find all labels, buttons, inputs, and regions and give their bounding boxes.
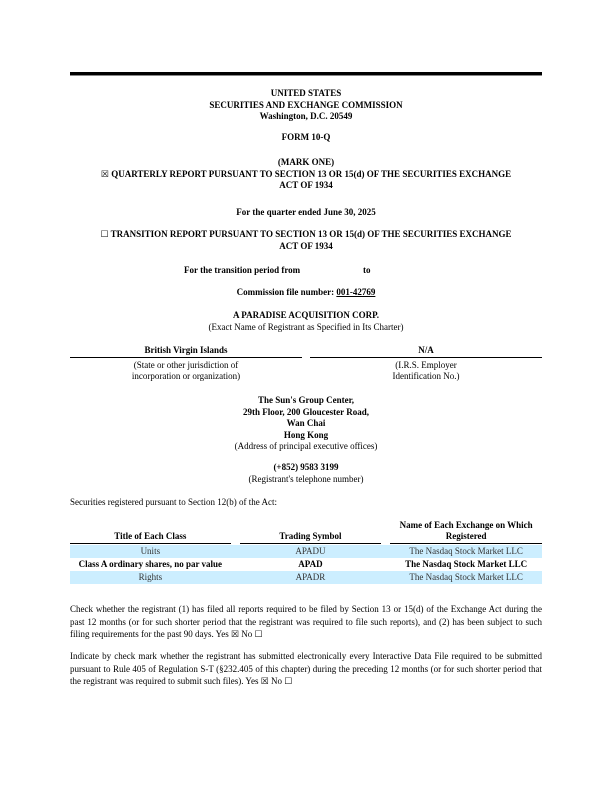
address-caption: (Address of principal executive offices) [234,441,378,451]
registrant-name: A PARADISE ACQUISITION CORP. [232,310,380,320]
table-row [70,558,542,571]
quarter-period: For the quarter ended June 30, 2025 [236,207,376,217]
transition-from-label: For the transition period from [184,265,301,275]
header-exchange: Name of Each Exchange on Which Registered [390,520,542,545]
transition-to-label: to [363,265,371,275]
cell-exchange: The Nasdaq Stock Market LLC [405,559,528,569]
cell-symbol: APADR [240,571,382,584]
form-type: FORM 10-Q [281,132,331,142]
cell-symbol: APAD [298,559,323,569]
phone-number: (+852) 9583 3199 [273,462,339,472]
address-line-4: Hong Kong [283,429,329,440]
transition-report-text-2: ACT OF 1934 [279,240,333,251]
securities-intro: Securities registered pursuant to Section 12(b) of the Act: [70,497,277,507]
table-header-row [70,520,542,545]
table-row [70,571,542,584]
agency-header [70,88,542,123]
cell-title: Rights [70,571,231,584]
table-row [70,545,542,558]
quarterly-report-text: QUARTERLY REPORT PURSUANT TO SECTION 13 OR 15(d) OF THE SECURITIES EXCHANGE [111,168,512,179]
commission-file-number: 001-42769 [336,287,376,297]
irs-field [310,345,542,382]
filing-compliance-paragraph: Check whether the registrant (1) has filed all reports required to be filed by Section 13 or 15(d) of the Exchange Act during the past 12 months (or for such shorter period that the registrant was required to file such reports), and (2) has been subject to such filing requirements for the past 90 days. Yes ☒ No ☐ [70,604,542,639]
transition-report-block [70,229,542,252]
checked-box-icon: ☒ [100,168,109,179]
cell-symbol: APADU [240,545,382,558]
mark-one-label: (MARK ONE) [277,157,335,167]
transition-report-line [70,229,542,241]
header-symbol: Trading Symbol [240,520,382,545]
header-country: UNITED STATES [270,88,342,98]
header-location: Washington, D.C. 20549 [259,111,353,121]
address-line-1: The Sun's Group Center, [257,395,355,405]
quarterly-report-line [70,169,542,181]
cell-exchange: The Nasdaq Stock Market LLC [390,545,542,558]
unchecked-box-icon: ☐ [100,229,109,239]
irs-caption-1: (I.R.S. Employer [395,360,457,370]
phone-caption: (Registrant's telephone number) [248,473,364,484]
address-line-2: 29th Floor, 200 Gloucester Road, [243,406,369,417]
commission-file-label: Commission file number: [236,287,335,297]
registrant-name-block [70,310,542,333]
registrant-jurisdiction-irs [70,345,542,385]
address-block [70,395,542,453]
top-rule [70,72,542,76]
cell-title: Class A ordinary shares, no par value [78,559,223,569]
jurisdiction-caption-2: incorporation or organization) [131,371,241,381]
address-line-3: Wan Chai [286,418,326,428]
phone-block [70,462,542,485]
quarterly-report-text-2: ACT OF 1934 [279,180,333,190]
securities-table [70,520,542,584]
jurisdiction-field [70,345,302,382]
transition-report-text: TRANSITION REPORT PURSUANT TO SECTION 13 OR 15(d) OF THE SECURITIES EXCHANGE [110,229,512,239]
jurisdiction-caption-1: (State or other jurisdiction of [133,360,239,370]
registrant-name-caption: (Exact Name of Registrant as Specified in Its Charter) [208,321,404,332]
header-agency: SECURITIES AND EXCHANGE COMMISSION [209,99,403,110]
interactive-data-paragraph: Indicate by check mark whether the registrant has submitted electronically every Interactive Data File required to be submitted pursuant to Rule 405 of Regulation S-T (§232.405 of this chapter) during the preceding 12 months (or for such shorter period that the registrant was required to submit such files). Yes ☒ No ☐ [70,651,542,686]
cell-title: Units [70,545,231,558]
header-title: Title of Each Class [70,520,231,545]
irs-caption-2: Identification No.) [392,371,460,381]
quarterly-report-block [70,157,542,192]
jurisdiction-value: British Virgin Islands [70,345,302,358]
cell-exchange: The Nasdaq Stock Market LLC [390,571,542,584]
irs-value: N/A [310,345,542,358]
commission-file [70,287,542,297]
